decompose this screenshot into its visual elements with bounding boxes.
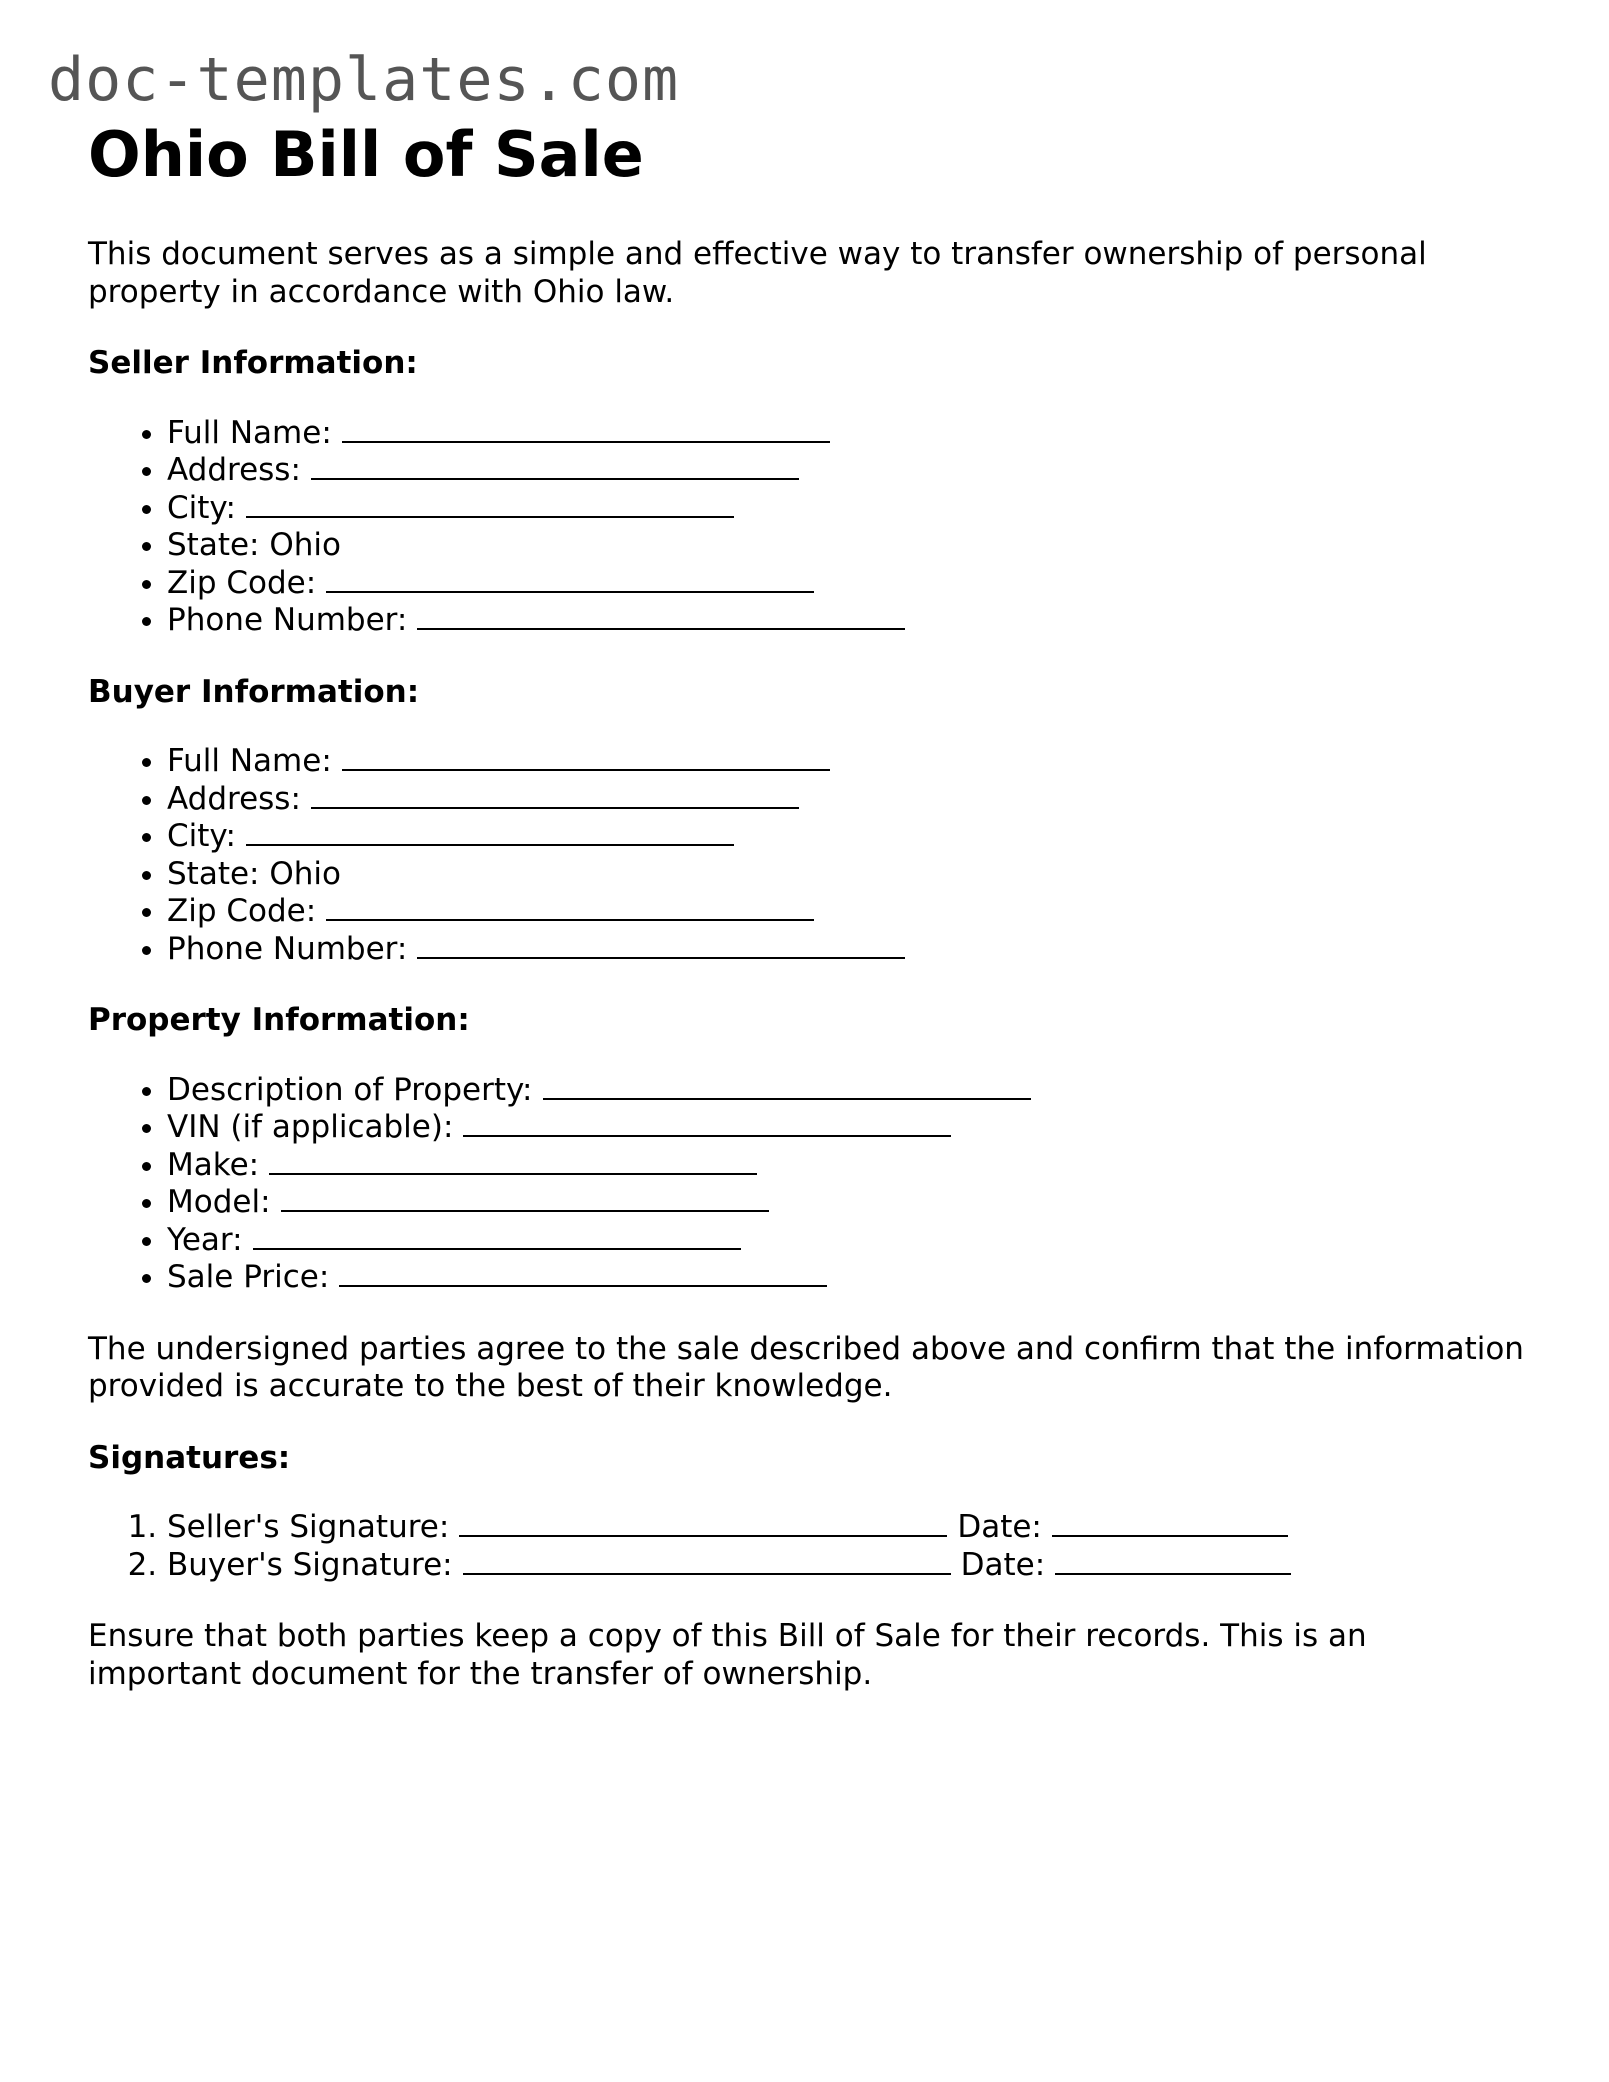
buyer-city-blank[interactable]	[246, 843, 734, 846]
buyer-phone-field	[167, 931, 1528, 969]
seller-signature-label: Seller's Signature:	[167, 1509, 450, 1546]
seller-signature-line	[167, 1509, 1528, 1547]
property-vin-field	[167, 1109, 1528, 1147]
seller-address-field	[167, 452, 1528, 490]
buyer-signature-line	[167, 1547, 1528, 1585]
property-make-blank[interactable]	[269, 1172, 757, 1175]
field-label: Full Name:	[167, 743, 332, 780]
field-label: Zip Code:	[167, 564, 317, 601]
buyer-signature-blank[interactable]	[463, 1572, 951, 1575]
field-label: State: Ohio	[167, 527, 341, 564]
seller-city-field	[167, 490, 1528, 528]
buyer-date-blank[interactable]	[1055, 1572, 1291, 1575]
seller-signature-blank[interactable]	[459, 1534, 947, 1537]
property-year-field	[167, 1222, 1528, 1260]
property-heading: Property Information:	[88, 1002, 470, 1039]
seller-phone-field	[167, 602, 1528, 640]
buyer-fields	[88, 743, 1528, 968]
field-label: Description of Property:	[167, 1071, 533, 1108]
buyer-address-field	[167, 781, 1528, 819]
seller-state-field	[167, 527, 1528, 565]
field-label: City:	[167, 489, 236, 526]
property-fields	[88, 1072, 1528, 1297]
field-label: Zip Code:	[167, 893, 317, 930]
field-label: VIN (if applicable):	[167, 1109, 454, 1146]
buyer-date-label: Date:	[960, 1546, 1046, 1583]
property-price-blank[interactable]	[339, 1284, 827, 1287]
field-label: Address:	[167, 452, 301, 489]
buyer-state-field	[167, 856, 1528, 894]
property-description-field	[167, 1072, 1528, 1110]
seller-heading: Seller Information:	[88, 345, 418, 382]
property-make-field	[167, 1147, 1528, 1185]
field-label: Make:	[167, 1146, 260, 1183]
agreement-paragraph: The undersigned parties agree to the sale described above and confirm that the information provided is accurate to the best of their knowledge.	[88, 1330, 1524, 1405]
seller-date-blank[interactable]	[1052, 1534, 1288, 1537]
seller-full-name-field	[167, 415, 1528, 453]
field-label: Phone Number:	[167, 602, 408, 639]
property-vin-blank[interactable]	[463, 1134, 951, 1137]
buyer-signature-label: Buyer's Signature:	[167, 1546, 453, 1583]
seller-zip-blank[interactable]	[326, 590, 814, 593]
seller-city-blank[interactable]	[246, 515, 734, 518]
closing-paragraph: Ensure that both parties keep a copy of this Bill of Sale for their records. This is an important document for the transfer of ownership.	[88, 1618, 1367, 1692]
document	[88, 118, 1528, 1727]
signature-list	[88, 1509, 1528, 1584]
field-label: City:	[167, 818, 236, 855]
seller-date-label: Date:	[957, 1509, 1042, 1546]
buyer-zip-field	[167, 893, 1528, 931]
property-model-blank[interactable]	[281, 1209, 769, 1212]
field-label: Sale Price:	[167, 1259, 330, 1296]
seller-address-blank[interactable]	[311, 477, 799, 480]
buyer-phone-blank[interactable]	[417, 956, 905, 959]
seller-full-name-blank[interactable]	[342, 440, 830, 443]
buyer-heading: Buyer Information:	[88, 673, 420, 710]
seller-zip-field	[167, 565, 1528, 603]
buyer-zip-blank[interactable]	[326, 918, 814, 921]
field-label: Model:	[167, 1184, 271, 1221]
property-model-field	[167, 1184, 1528, 1222]
property-price-field	[167, 1259, 1528, 1297]
buyer-full-name-field	[167, 743, 1528, 781]
field-label: Address:	[167, 780, 301, 817]
intro-paragraph: This document serves as a simple and effective way to transfer ownership of personal property in accordance with Ohio law.	[88, 236, 1427, 310]
field-label: Year:	[167, 1221, 243, 1258]
buyer-city-field	[167, 818, 1528, 856]
seller-phone-blank[interactable]	[417, 627, 905, 630]
page-title: Ohio Bill of Sale	[88, 118, 644, 191]
signatures-heading: Signatures:	[88, 1439, 291, 1476]
property-description-blank[interactable]	[543, 1097, 1031, 1100]
watermark: doc-templates.com	[48, 45, 680, 115]
buyer-address-blank[interactable]	[311, 806, 799, 809]
field-label: Phone Number:	[167, 930, 408, 967]
buyer-full-name-blank[interactable]	[342, 768, 830, 771]
field-label: State: Ohio	[167, 855, 341, 892]
seller-fields	[88, 415, 1528, 640]
property-year-blank[interactable]	[253, 1247, 741, 1250]
field-label: Full Name:	[167, 414, 332, 451]
